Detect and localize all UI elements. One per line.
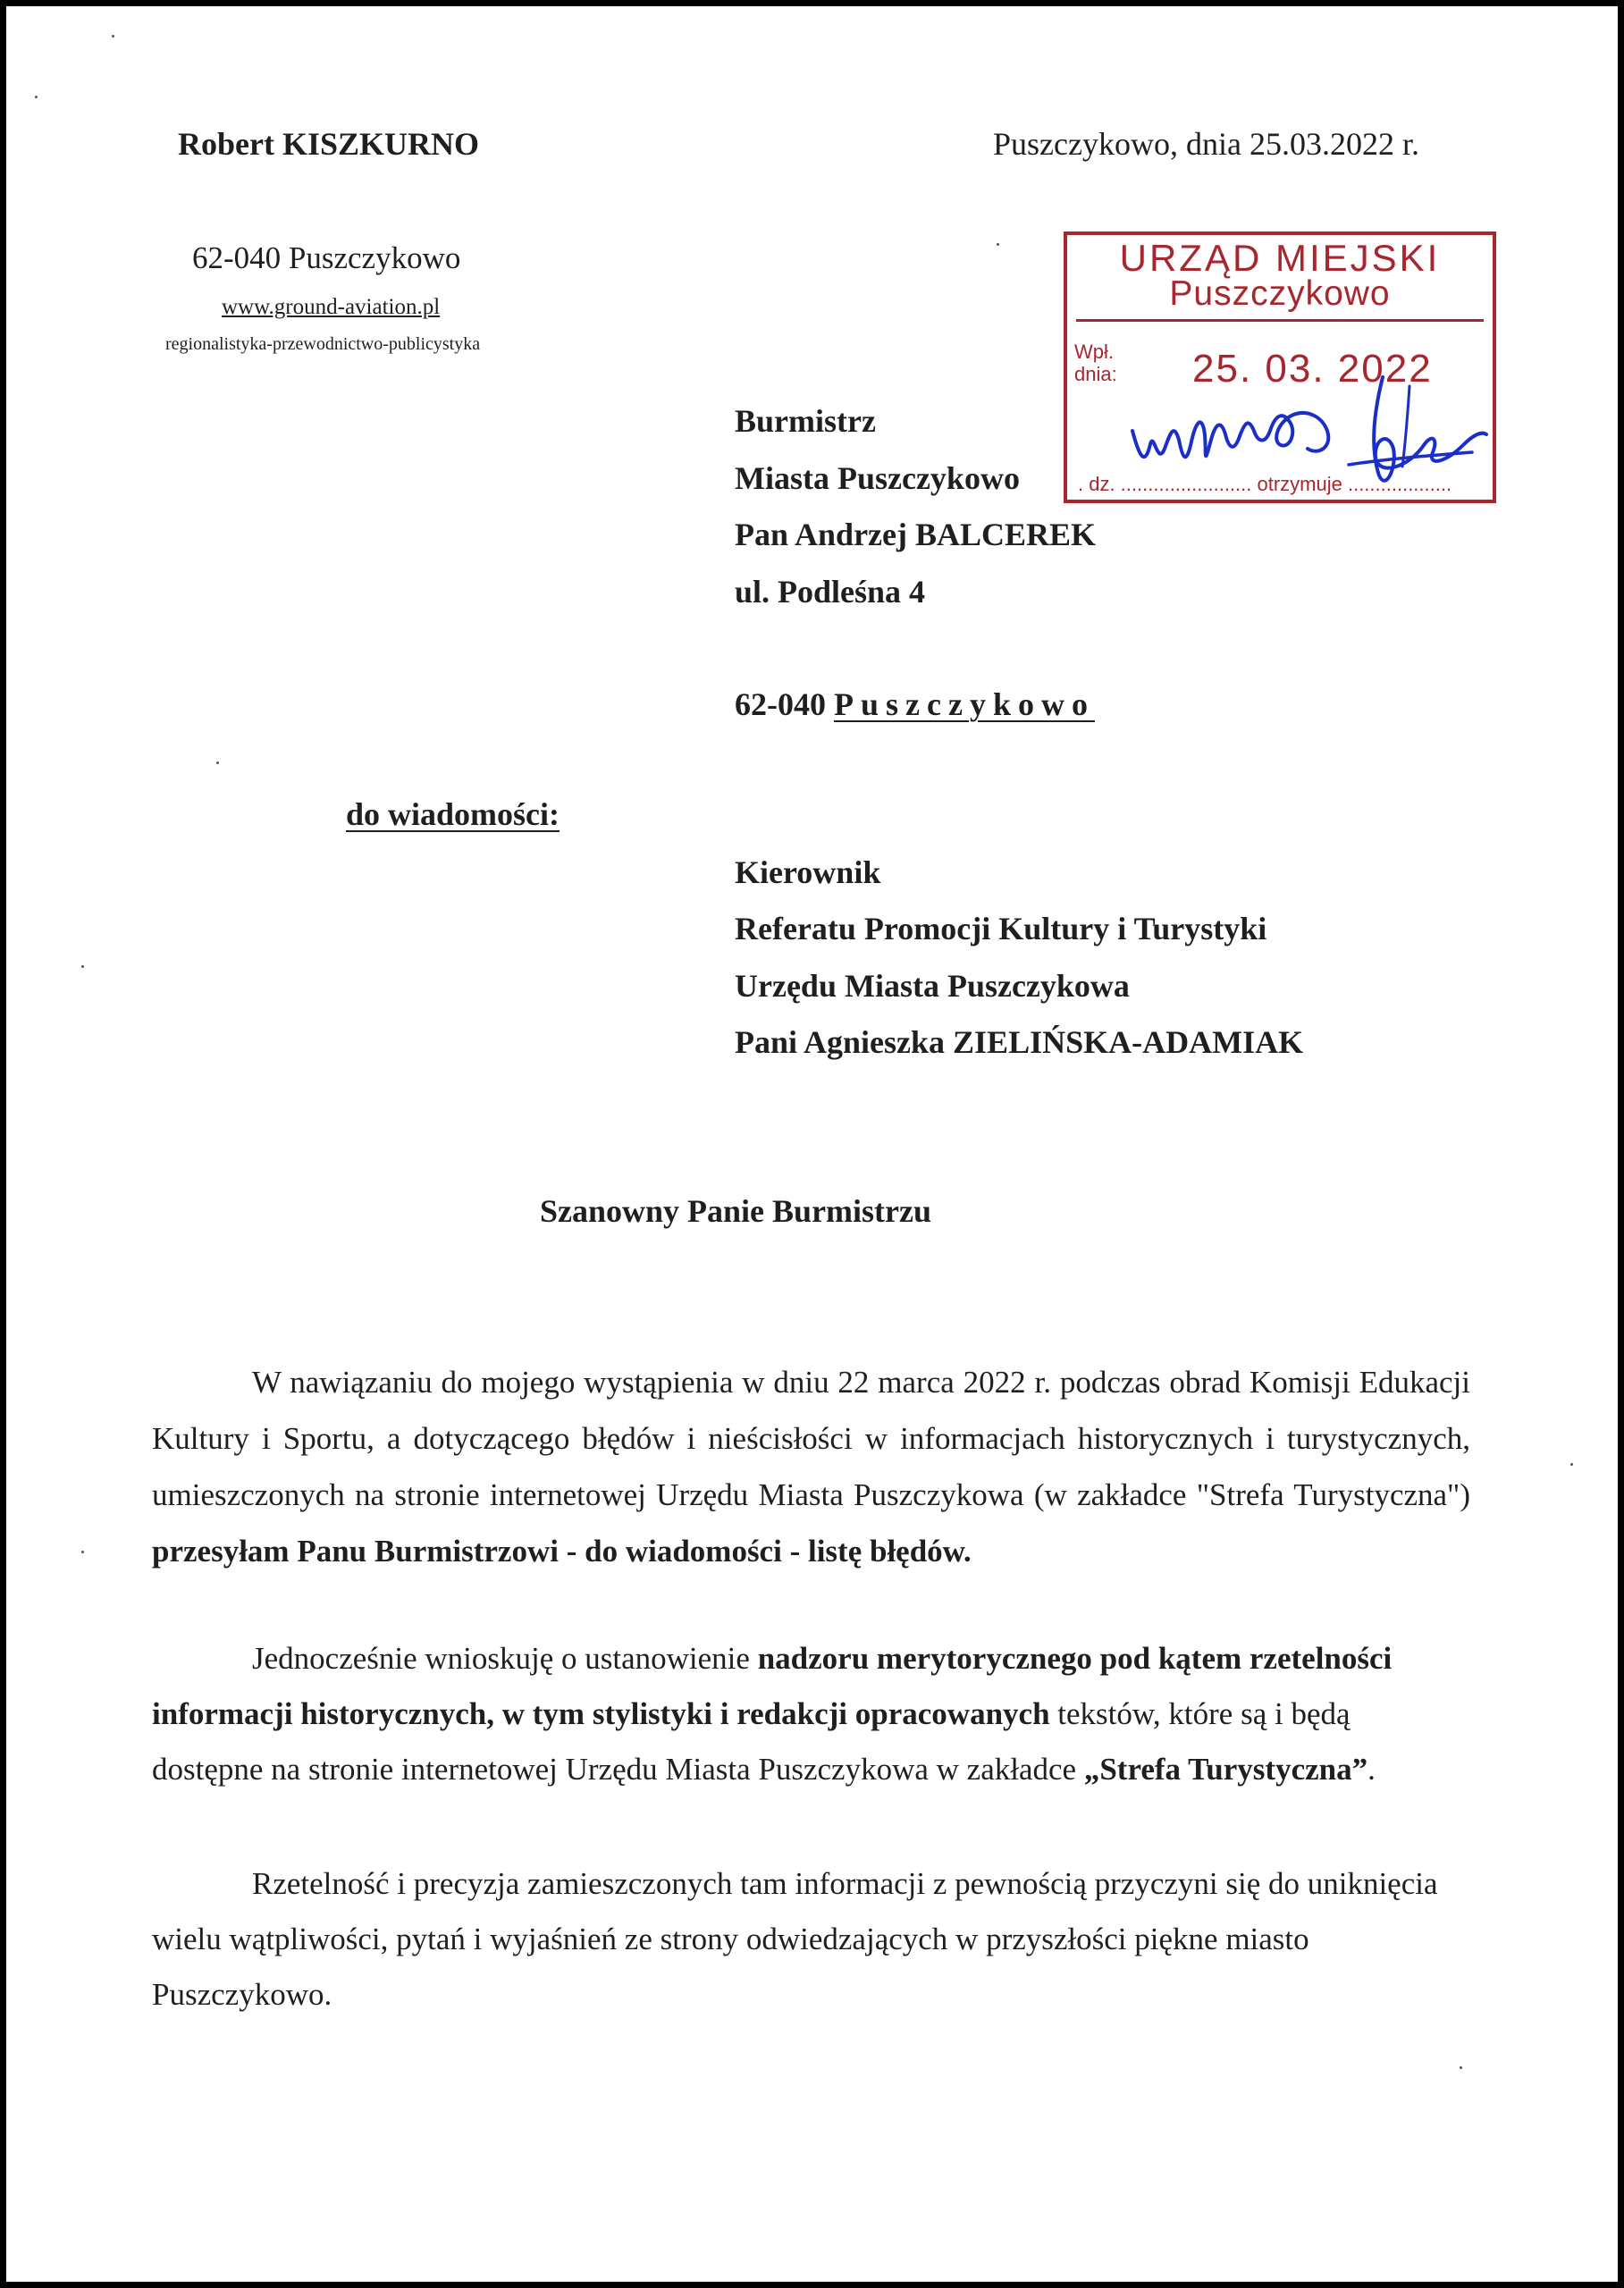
cc-label: do wiadomości: — [346, 796, 560, 832]
place-date: Puszczykowo, dnia 25.03.2022 r. — [993, 126, 1419, 162]
body-p2-bold1: nadzoru merytorycznego pod kątem rzetelności informacji historycznych, w tym stylistyki i redakcji opracowanych — [152, 1641, 1393, 1731]
handwritten-signature — [1115, 359, 1490, 511]
body-paragraph-2 — [152, 1631, 1466, 1797]
stamp-footer: . dz. ........................ otrzymuje ................... — [1078, 473, 1452, 495]
scan-speck — [1570, 1463, 1573, 1466]
addressee-street: ul. Podleśna 4 — [735, 574, 926, 610]
scan-speck — [112, 35, 114, 38]
scan-speck — [997, 243, 999, 246]
stamp-divider — [1076, 319, 1484, 322]
scan-speck — [81, 965, 84, 968]
scan-speck — [1460, 2066, 1462, 2069]
cc-title: Kierownik — [735, 854, 881, 890]
scan-speck — [35, 96, 38, 98]
cc-office: Urzędu Miasta Puszczykowa — [735, 968, 1130, 1004]
body-p2-text3: . — [1367, 1752, 1376, 1787]
addressee-city: Puszczykowo — [834, 686, 1095, 722]
scan-speck — [81, 1551, 84, 1553]
addressee-postal-code: 62-040 — [735, 686, 826, 722]
cc-name: Pani Agnieszka ZIELIŃSKA-ADAMIAK — [735, 1024, 1304, 1060]
addressee-office: Miasta Puszczykowo — [735, 460, 1020, 496]
sender-name: Robert KISZKURNO — [178, 126, 480, 162]
stamp-received-date: 25. 03. 2022 — [1192, 347, 1433, 391]
body-paragraph-1 — [152, 1354, 1470, 1579]
cc-department: Referatu Promocji Kultury i Turystyki — [735, 911, 1267, 946]
scan-speck — [216, 761, 219, 764]
sender-address: 62-040 Puszczykowo — [192, 240, 461, 275]
sender-tagline: regionalistyka-przewodnictwo-publicystyka — [165, 334, 481, 354]
salutation: Szanowny Panie Burmistrzu — [540, 1193, 932, 1229]
body-p2-text1: Jednocześnie wnioskuję o ustanowienie — [252, 1641, 758, 1676]
stamp-received-label — [1074, 341, 1117, 385]
body-p1-bold: przesyłam Panu Burmistrzowi - do wiadomości - listę błędów. — [152, 1534, 972, 1569]
body-p1-text: W nawiązaniu do mojego wystąpienia w dniu 22 marca 2022 r. podczas obrad Komisji Edukacji Kultury i Sportu, a dotyczącego błędów i nieścisłości w informacjach historycznych i turystycznych, umieszczonych na stronie internetowej Urzędu Miasta Puszczykowa (w zakładce "Strefa Turystyczna") — [152, 1365, 1470, 1512]
sender-website-link[interactable]: www.ground-aviation.pl — [222, 295, 441, 319]
body-p2-text2: tekstów, które są i będą dostępne na stronie internetowej Urzędu Miasta Puszczykowa w zakładce — [152, 1696, 1351, 1787]
stamp-received-label-2: dnia: — [1074, 363, 1117, 385]
stamp-title: URZĄD MIEJSKI — [1119, 237, 1441, 279]
body-paragraph-3 — [152, 1856, 1457, 2023]
stamp-received-label-1: Wpł. — [1074, 341, 1114, 363]
body-p3-text: Rzetelność i precyzja zamieszczonych tam informacji z pewnością przyczyni się do uniknięcia wielu wątpliwości, pytań i wyjaśnień ze strony odwiedzających w przyszłości piękne miasto Puszczykowo. — [152, 1866, 1438, 2012]
addressee-name: Pan Andrzej BALCEREK — [735, 517, 1097, 552]
addressee-title: Burmistrz — [735, 403, 876, 439]
stamp-city: Puszczykowo — [1169, 274, 1391, 313]
body-p2-bold2: „Strefa Turystyczna” — [1083, 1752, 1368, 1787]
addressee-city-line — [735, 686, 1095, 723]
